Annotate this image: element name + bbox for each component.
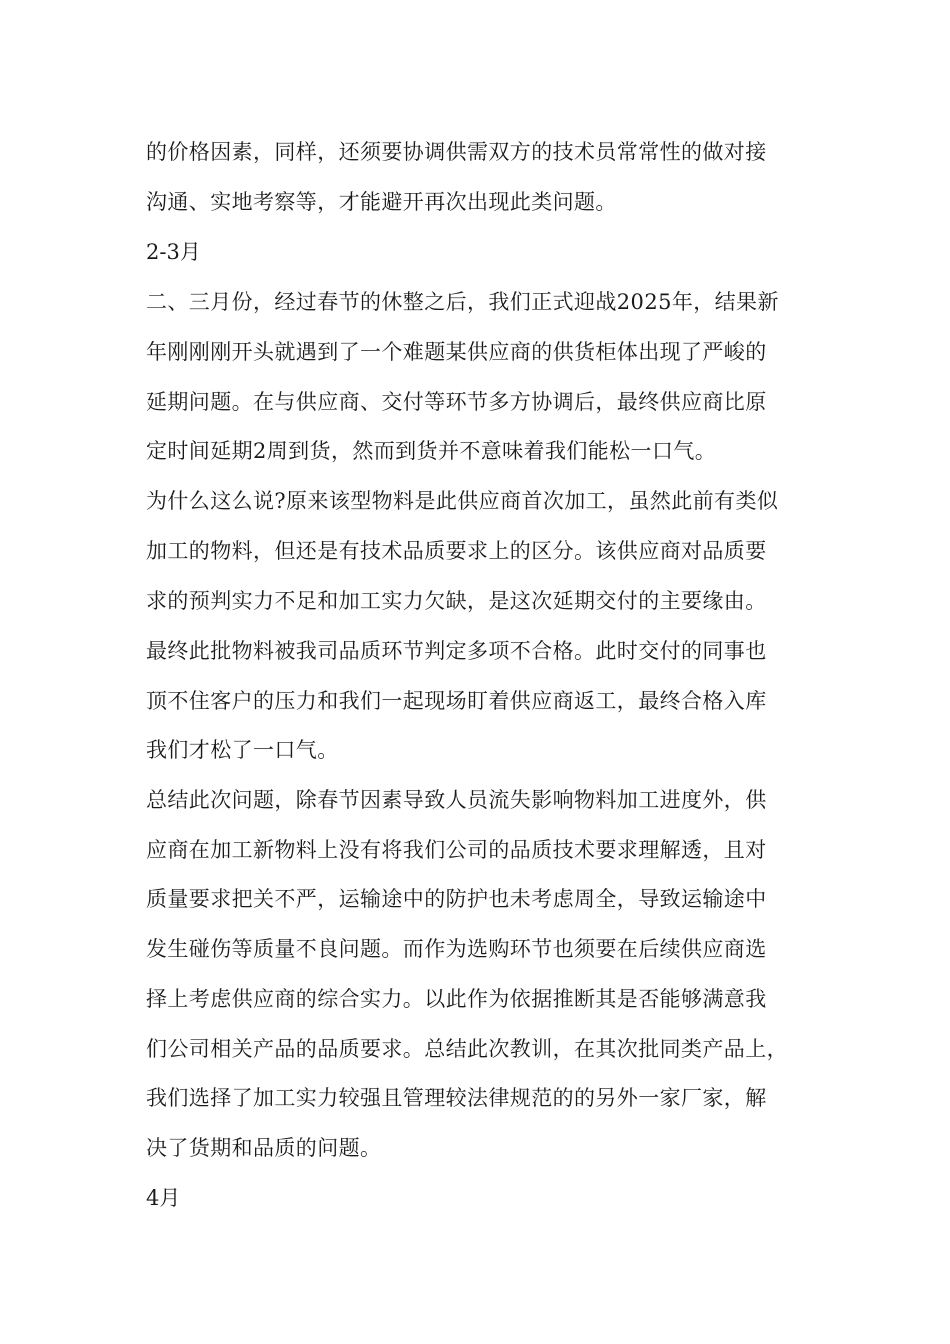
- text-line: 年刚刚刚开头就遇到了一个难题某供应商的供货柜体出现了严峻的: [146, 340, 767, 364]
- text-line: 决了货期和品质的问题。: [146, 1136, 382, 1160]
- text-line: 沟通、实地考察等，才能避开再次出现此类问题。: [146, 190, 617, 214]
- text-line: 为什么这么说?原来该型物料是此供应商首次加工，虽然此前有类似: [146, 489, 779, 513]
- text-line: 最终此批物料被我司品质环节判定多项不合格。此时交付的同事也: [146, 639, 767, 663]
- section-heading: 2-3月: [146, 240, 201, 264]
- text-line: 顶不住客户的压力和我们一起现场盯着供应商返工，最终合格入库: [146, 689, 767, 713]
- text-line: 我们才松了一口气。: [146, 738, 339, 762]
- text-line: 二、三月份，经过春节的休整之后，我们正式迎战2025年，结果新: [146, 290, 779, 314]
- text-line: 定时间延期2周到货，然而到货并不意味着我们能松一口气。: [146, 439, 717, 463]
- text-line: 质量要求把关不严，运输途中的防护也未考虑周全，导致运输途中: [146, 887, 767, 911]
- text-line: 应商在加工新物料上没有将我们公司的品质技术要求理解透，且对: [146, 838, 767, 862]
- text-line: 发生碰伤等质量不良问题。而作为选购环节也须要在后续供应商选: [146, 937, 767, 961]
- text-line: 我们选择了加工实力较强且管理较法律规范的的另外一家厂家，解: [146, 1086, 767, 1110]
- text-line: 的价格因素，同样，还须要协调供需双方的技术员常常性的做对接: [146, 140, 767, 164]
- text-line: 总结此次问题，除春节因素导致人员流失影响物料加工进度外，供: [146, 788, 767, 812]
- text-line: 延期问题。在与供应商、交付等环节多方协调后，最终供应商比原: [146, 390, 767, 414]
- text-line: 求的预判实力不足和加工实力欠缺，是这次延期交付的主要缘由。: [146, 589, 767, 613]
- text-line: 加工的物料，但还是有技术品质要求上的区分。该供应商对品质要: [146, 539, 767, 563]
- text-line: 们公司相关产品的品质要求。总结此次教训，在其次批同类产品上，: [146, 1037, 788, 1061]
- section-heading: 4月: [146, 1186, 181, 1210]
- text-line: 择上考虑供应商的综合实力。以此作为依据推断其是否能够满意我: [146, 987, 767, 1011]
